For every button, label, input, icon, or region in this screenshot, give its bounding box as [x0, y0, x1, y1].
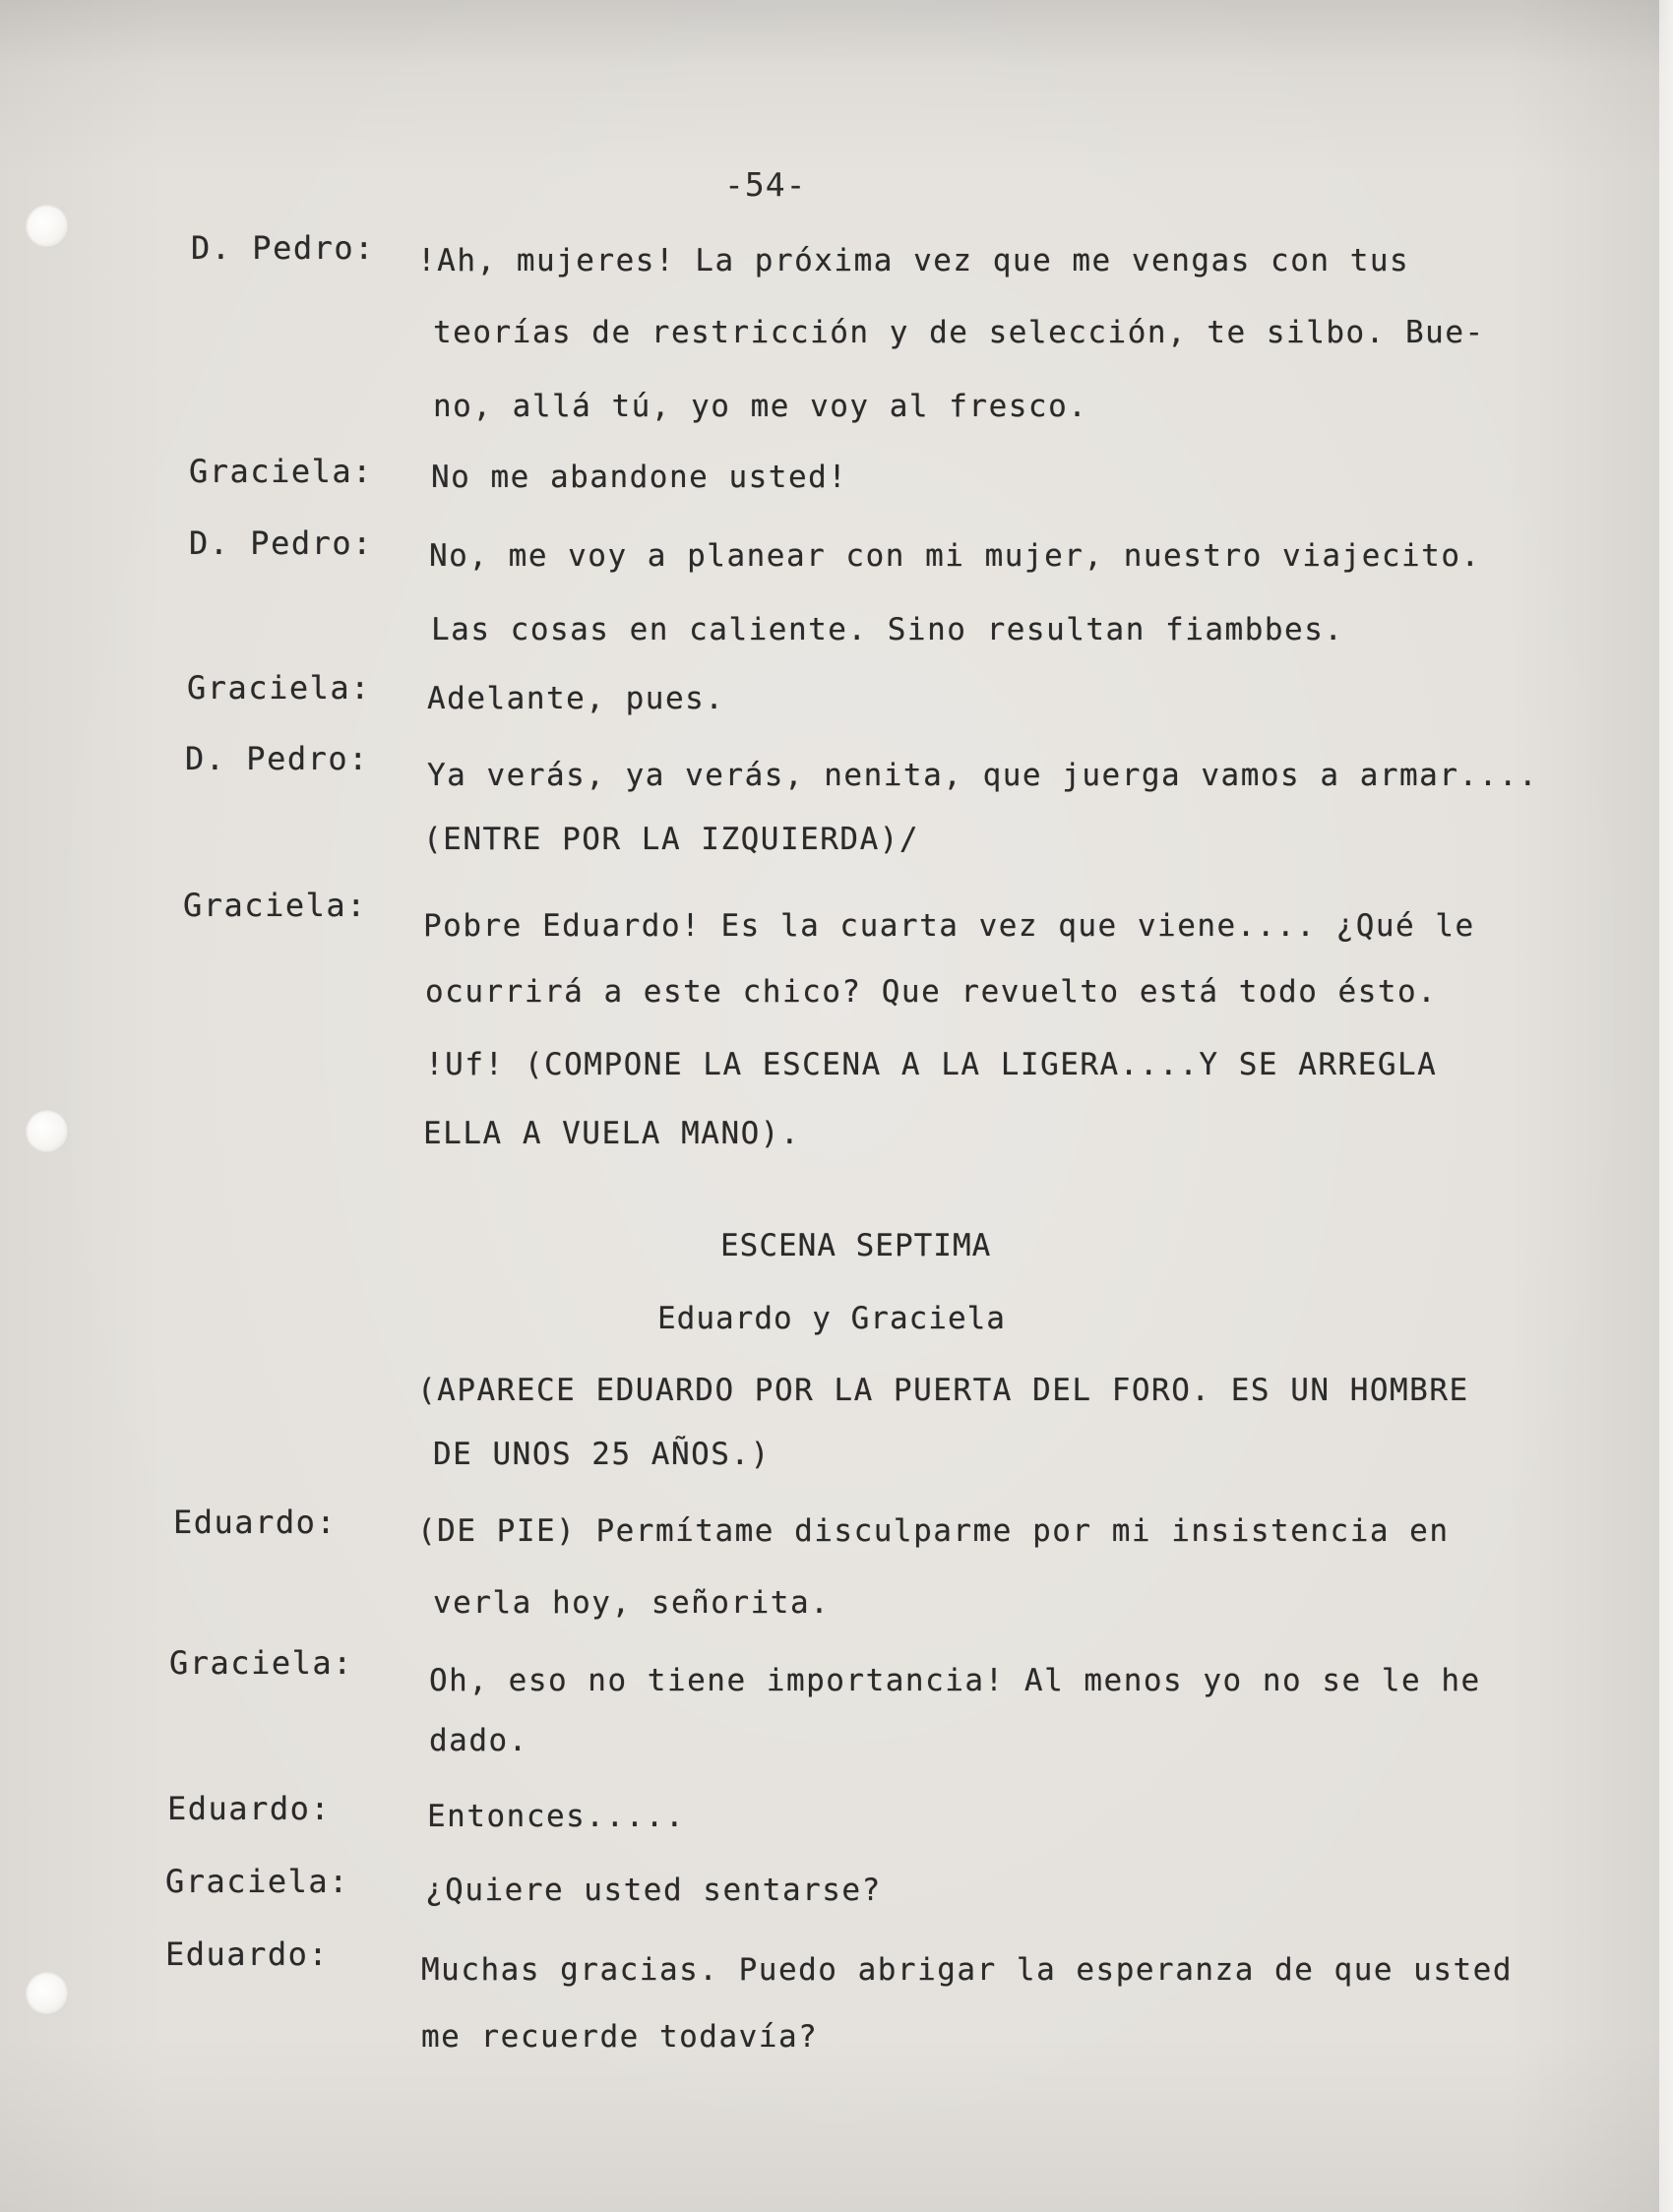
- speaker-label: Graciela:: [183, 887, 367, 924]
- speaker-label: Eduardo:: [167, 1790, 332, 1827]
- scan-shadow: [0, 0, 1673, 69]
- dialogue-line: Adelante, pues.: [427, 681, 725, 716]
- dialogue-line: !Ah, mujeres! La próxima vez que me vengas con tus: [417, 243, 1410, 278]
- punch-hole: [26, 1110, 69, 1153]
- punch-hole: [26, 205, 69, 248]
- speaker-label: Graciela:: [187, 669, 371, 707]
- dialogue-line: Pobre Eduardo! Es la cuarta vez que viene.... ¿Qué le: [423, 908, 1475, 944]
- speaker-label: Eduardo:: [165, 1936, 330, 1973]
- stage-direction: !Uf! (COMPONE LA ESCENA A LA LIGERA....Y SE ARREGLA: [425, 1047, 1438, 1082]
- speaker-label: Graciela:: [189, 453, 373, 490]
- dialogue-line: (DE PIE) Permítame disculparme por mi insistencia en: [417, 1513, 1450, 1549]
- punch-hole: [26, 1972, 69, 2015]
- dialogue-line: no, allá tú, yo me voy al fresco.: [433, 389, 1088, 424]
- dialogue-line: ocurrirá a este chico? Que revuelto está todo ésto.: [425, 974, 1438, 1010]
- stage-direction: DE UNOS 25 AÑOS.): [433, 1437, 771, 1472]
- dialogue-line: teorías de restricción y de selección, te silbo. Bue-: [433, 315, 1485, 350]
- scene-characters: Eduardo y Graciela: [657, 1301, 1006, 1336]
- speaker-label: D. Pedro:: [191, 229, 375, 267]
- dialogue-line: Oh, eso no tiene importancia! Al menos yo no se le he: [429, 1663, 1481, 1698]
- scene-heading: ESCENA SEPTIMA: [720, 1228, 992, 1263]
- speaker-label: D. Pedro:: [185, 740, 369, 777]
- dialogue-line: dado.: [429, 1723, 528, 1758]
- speaker-label: Graciela:: [165, 1863, 349, 1900]
- dialogue-line: me recuerde todavía?: [421, 2019, 819, 2055]
- dialogue-line: ¿Quiere usted sentarse?: [425, 1873, 882, 1908]
- page-number: -54-: [724, 165, 807, 204]
- dialogue-line: No, me voy a planear con mi mujer, nuestro viajecito.: [429, 538, 1481, 574]
- dialogue-line: No me abandone usted!: [431, 460, 848, 495]
- stage-direction: (APARECE EDUARDO POR LA PUERTA DEL FORO. ES UN HOMBRE: [417, 1373, 1469, 1408]
- stage-direction: (ENTRE POR LA IZQUIERDA)/: [423, 822, 920, 857]
- speaker-label: D. Pedro:: [189, 524, 373, 562]
- speaker-label: Eduardo:: [173, 1504, 338, 1541]
- speaker-label: Graciela:: [169, 1644, 353, 1682]
- dialogue-line: Ya verás, ya verás, nenita, que juerga vamos a armar....: [427, 758, 1539, 793]
- stage-direction: ELLA A VUELA MANO).: [423, 1116, 801, 1151]
- dialogue-line: verla hoy, señorita.: [433, 1585, 831, 1621]
- dialogue-line: Las cosas en caliente. Sino resultan fiambbes.: [431, 612, 1344, 647]
- page-edge: [1659, 0, 1673, 2212]
- dialogue-line: Entonces.....: [427, 1799, 686, 1834]
- dialogue-line: Muchas gracias. Puedo abrigar la esperanza de que usted: [421, 1952, 1513, 1988]
